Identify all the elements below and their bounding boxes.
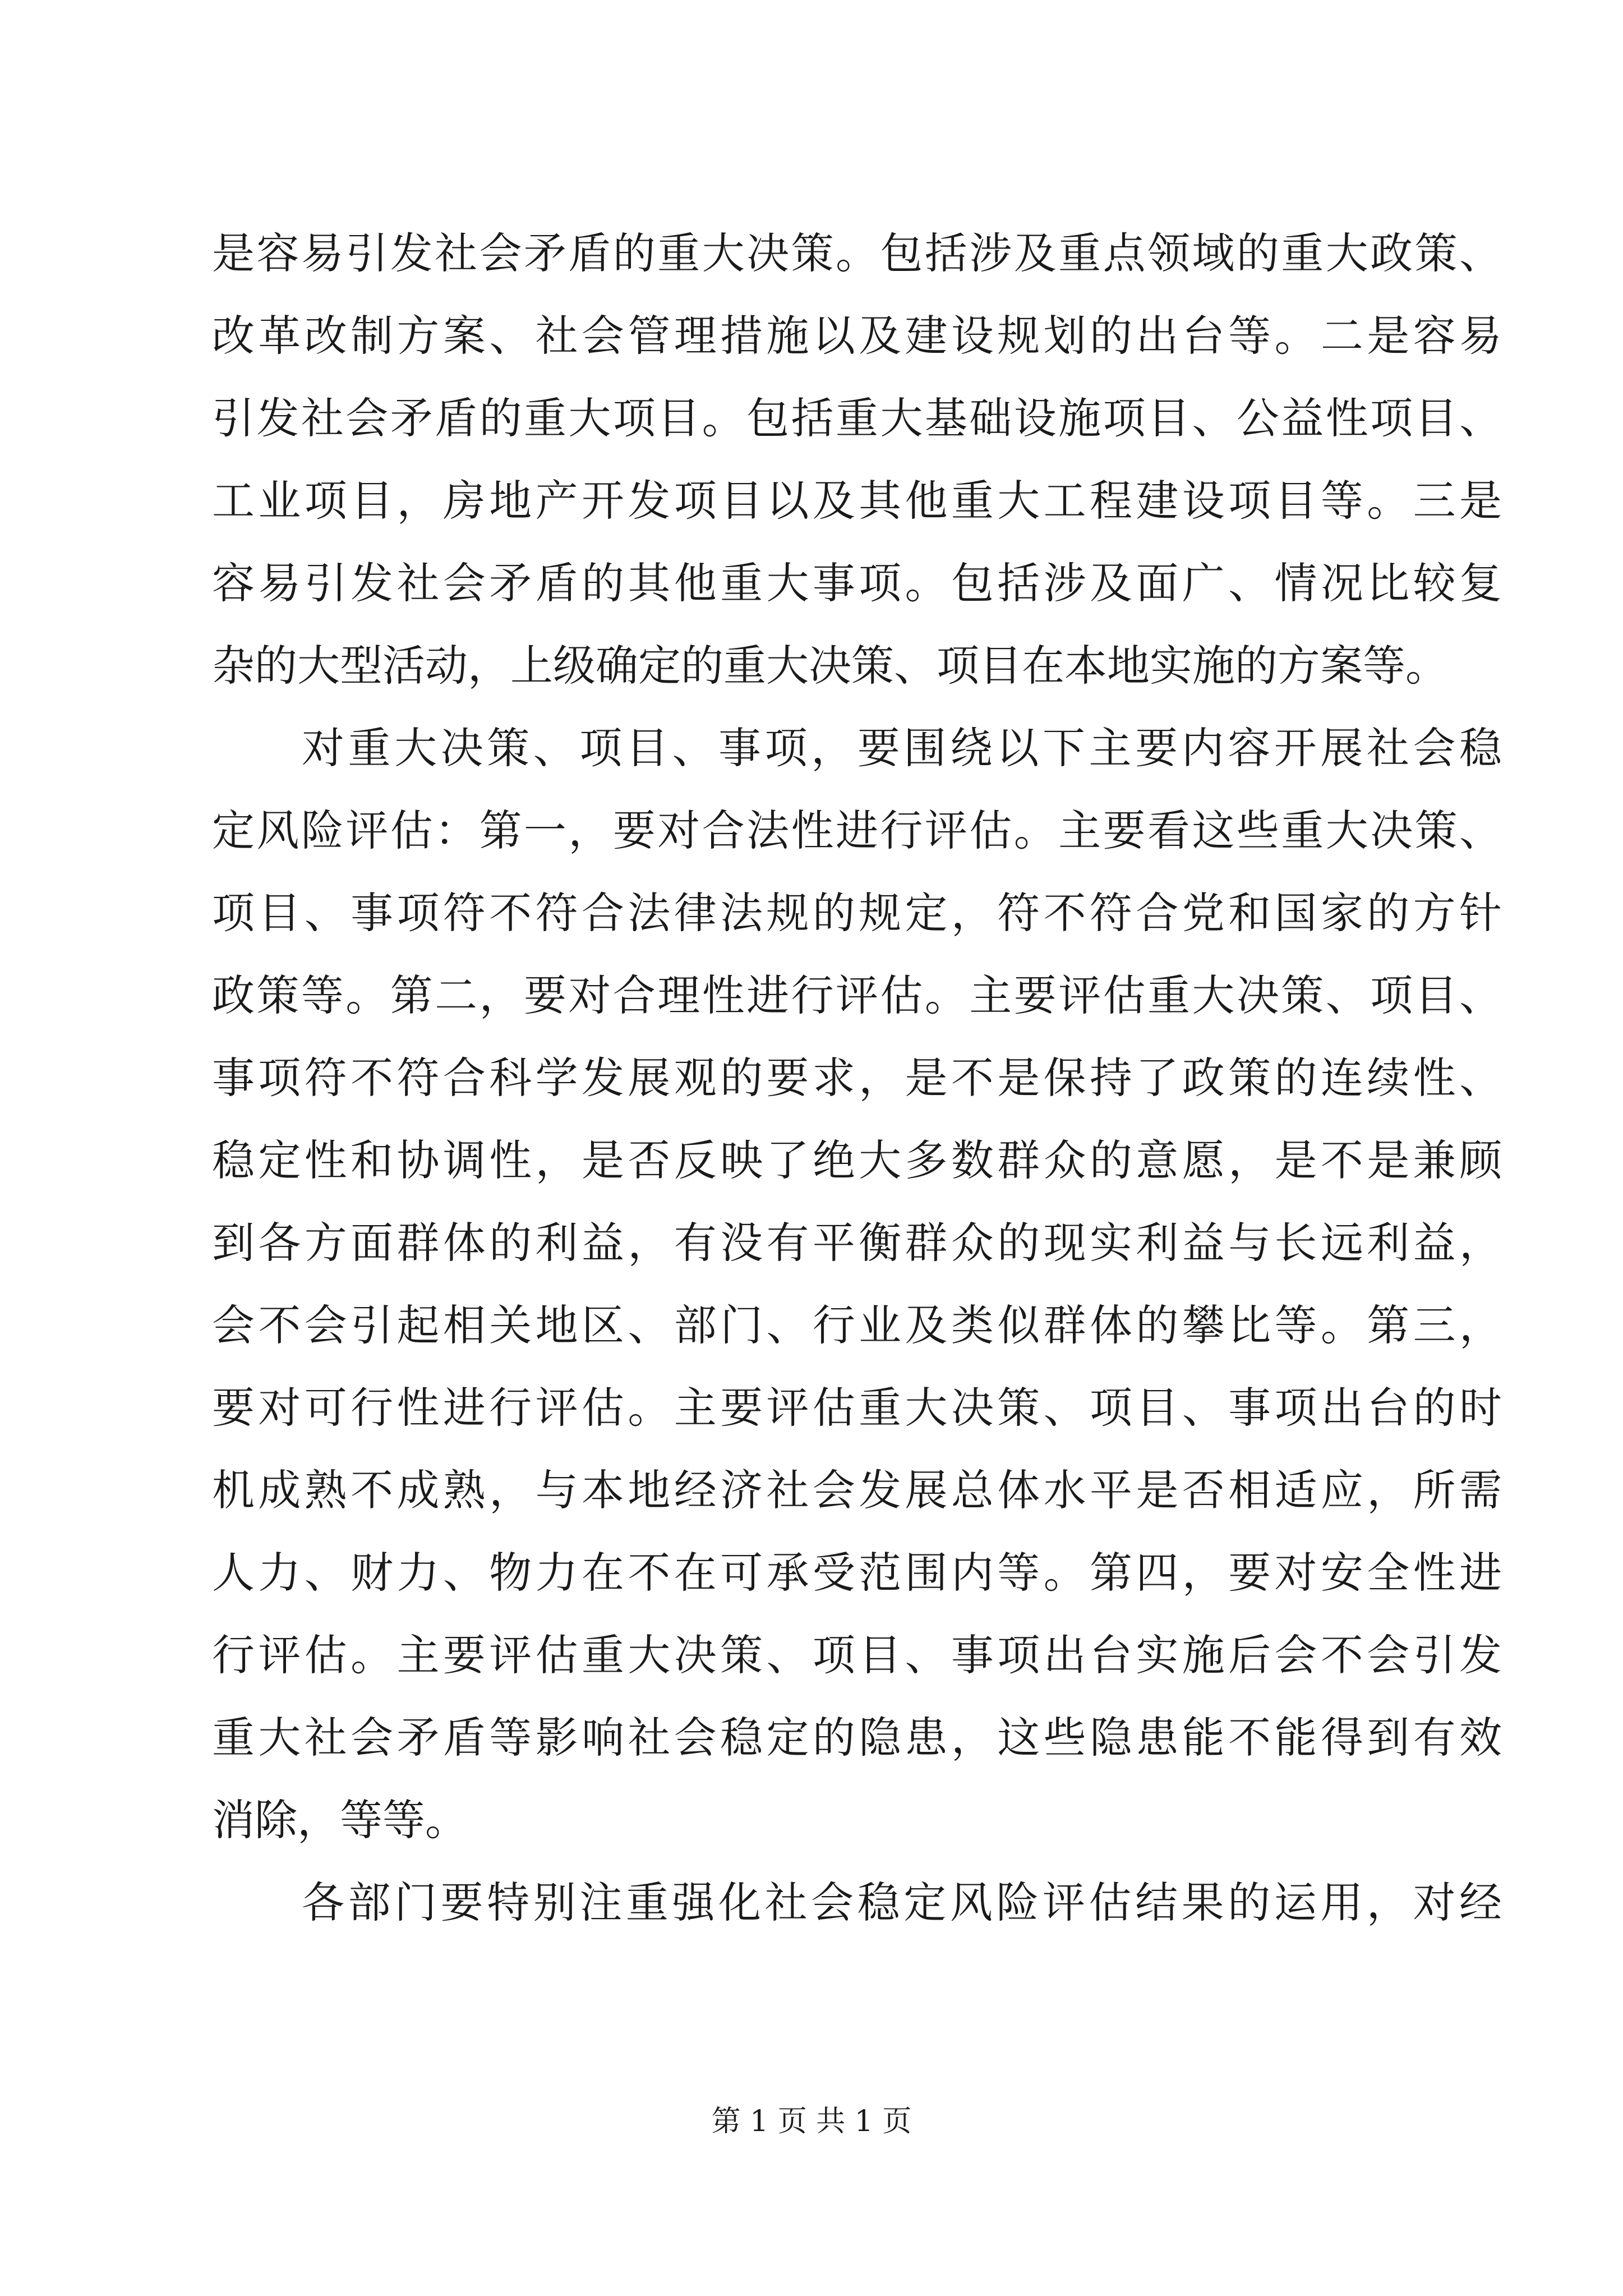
text-line: 项目、事项符不符合法律法规的规定，符不符合党和国家的方针: [212, 888, 1502, 938]
text-line: 人力、财力、物力在不在可承受范围内等。第四，要对安全性进: [212, 1548, 1502, 1598]
text-line: 行评估。主要评估重大决策、项目、事项出台实施后会不会引发: [212, 1630, 1502, 1680]
page-number-footer: 第 1 页 共 1 页: [711, 2105, 912, 2138]
text-line: 改革改制方案、社会管理措施以及建设规划的出台等。二是容易: [212, 311, 1502, 361]
text-line: 会不会引起相关地区、部门、行业及类似群体的攀比等。第三，: [212, 1300, 1502, 1350]
text-line: 定风险评估：第一，要对合法性进行评估。主要看这些重大决策、: [212, 806, 1502, 855]
text-line: 重大社会矛盾等影响社会稳定的隐患，这些隐患能不能得到有效: [212, 1713, 1502, 1763]
text-line: 引发社会矛盾的重大项目。包括重大基础设施项目、公益性项目、: [212, 393, 1502, 443]
text-line: 工业项目，房地产开发项目以及其他重大工程建设项目等。三是: [212, 476, 1502, 526]
text-line: 容易引发社会矛盾的其他重大事项。包括涉及面广、情况比较复: [212, 558, 1502, 608]
paragraph: [212, 212, 1502, 707]
text-line: 稳定性和协调性，是否反映了绝大多数群众的意愿，是不是兼顾: [212, 1135, 1502, 1185]
text-line: 杂的大型活动，上级确定的重大决策、项目在本地实施的方案等。: [212, 641, 1448, 691]
paragraph: [212, 1861, 1502, 1944]
text-line: 要对可行性进行评估。主要评估重大决策、项目、事项出台的时: [212, 1383, 1502, 1433]
text-line: 各部门要特别注重强化社会稳定风险评估结果的运用，对经: [302, 1878, 1502, 1927]
text-line: 是容易引发社会矛盾的重大决策。包括涉及重点领域的重大政策、: [212, 228, 1502, 278]
text-line: 事项符不符合科学发展观的要求，是不是保持了政策的连续性、: [212, 1053, 1502, 1103]
text-line: 政策等。第二，要对合理性进行评估。主要评估重大决策、项目、: [212, 970, 1502, 1020]
text-line: 消除，等等。: [212, 1795, 468, 1845]
document-body: [212, 212, 1502, 1944]
text-line: 到各方面群体的利益，有没有平衡群众的现实利益与长远利益，: [212, 1218, 1502, 1268]
text-line: 对重大决策、项目、事项，要围绕以下主要内容开展社会稳: [302, 723, 1502, 773]
text-line: 机成熟不成熟，与本地经济社会发展总体水平是否相适应，所需: [212, 1465, 1502, 1515]
paragraph: [212, 707, 1502, 1861]
